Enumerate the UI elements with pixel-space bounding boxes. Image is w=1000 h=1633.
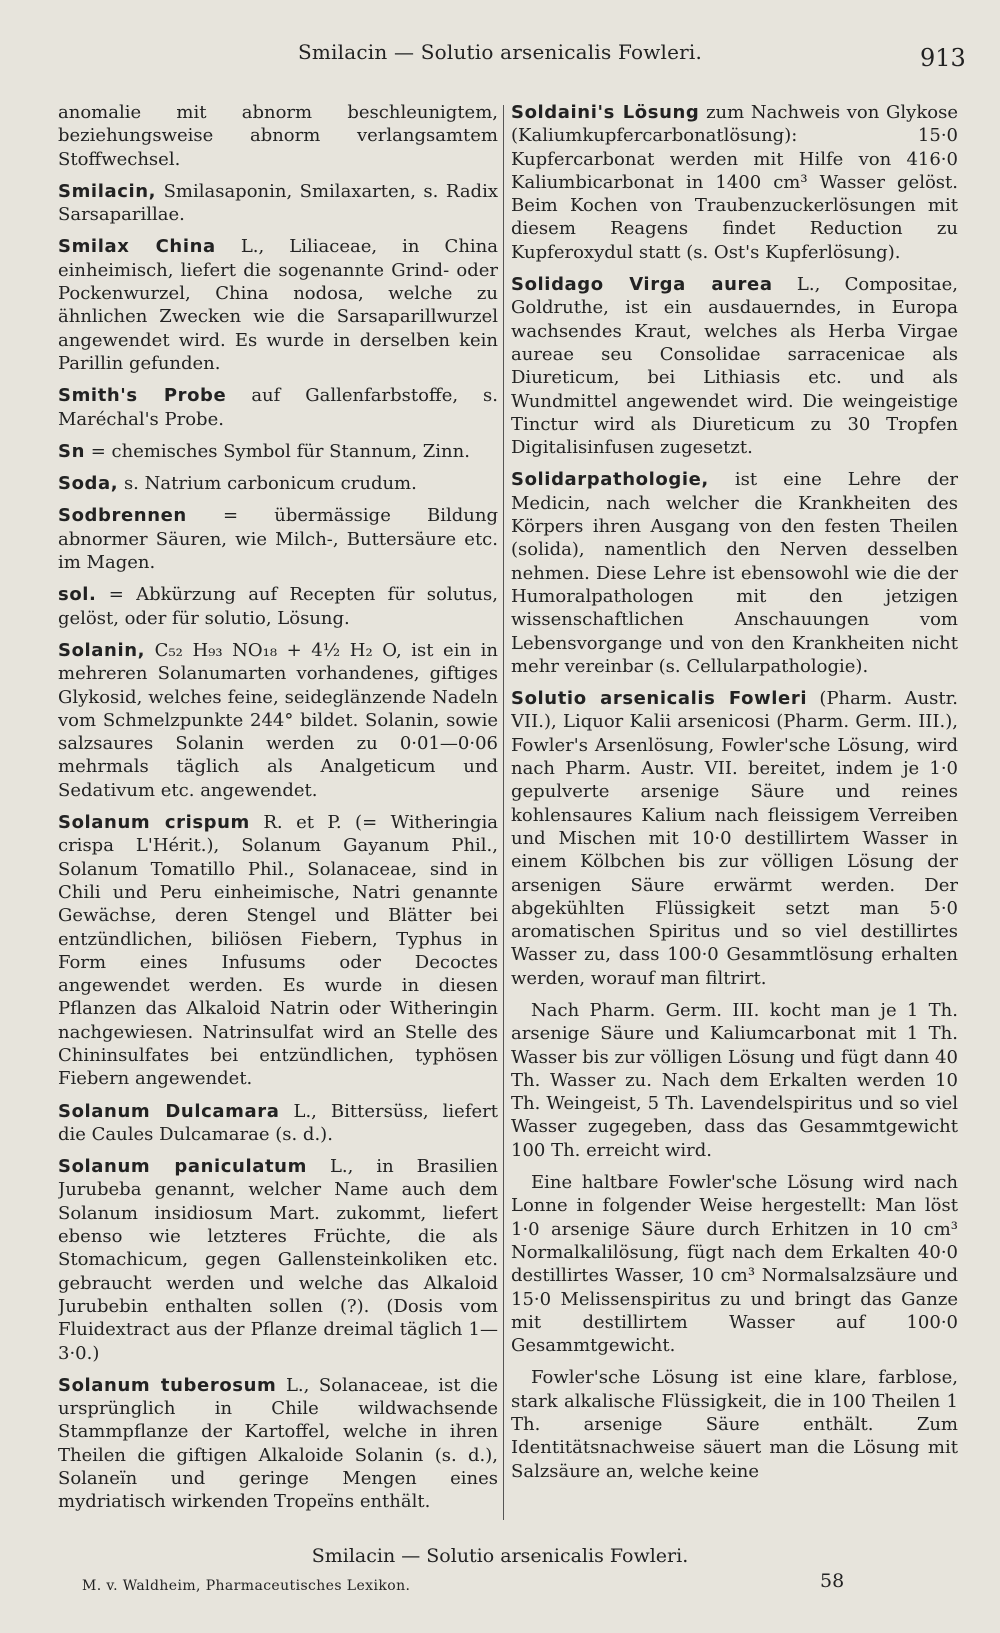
entry-text: Smilasaponin, Smilaxarten, s. Radix Sarsaparillae. <box>58 180 498 226</box>
running-head: Smilacin — Solutio arsenicalis Fowleri. <box>297 40 703 64</box>
column-rule <box>503 105 504 1520</box>
entry-text: = übermässige Bildung abnormer Säuren, wie Milch-, Buttersäure etc. im Magen. <box>58 505 498 574</box>
dictionary-entry <box>58 504 498 574</box>
entry-text: L., Solanaceae, ist die ursprünglich in Chile wildwachsende Stammpflanze der Kartoffel, welche in ihren Theilen die giftigen Alkaloide Solanin (s. d.), Solaneïn und geringe Mengen eines mydriatisch wirkenden Tropeïns enthält. <box>58 1374 498 1513</box>
dictionary-entry <box>58 235 498 375</box>
entry-headword: Soldaini's Lösung <box>511 102 700 123</box>
imprint: M. v. Waldheim, Pharmaceutisches Lexikon. <box>82 1578 411 1594</box>
entry-headword: Smith's Probe <box>58 385 227 407</box>
entry-headword: Smilacin, <box>58 180 157 202</box>
dictionary-entry <box>511 1171 958 1357</box>
entry-headword: Solidago Virga aurea <box>511 274 773 296</box>
entry-text: Nach Pharm. Germ. III. kocht man je 1 Th. arsenige Säure und Kaliumcarbonat mit 1 Th. Wasser bis zur völligen Lösung und fügt dann 40 Th. Wasser zu. Nach dem Erkalten werden 10 Th. Weingeist, 5 Th. Lavendelspiritus und so viel Wasser zugegeben, dass das Gesammtgewicht 100 Th. erreicht wird. <box>511 999 958 1161</box>
entry-text: ist eine Lehre der Medicin, nach welcher die Krankheiten des Körpers ihren Ausgang von den festen Theilen (solida), namentlich den Nerven desselben nehmen. Diese Lehre ist ebensowohl wie die der Humoralpathologen mit den jetzigen wissenschaftlichen Anschauungen vom Lebensvorgange und von den Krankheiten nicht mehr vereinbar (s. Cellularpathologie). <box>511 469 958 677</box>
entry-text: R. et P. (= Witheringia crispa L'Hérit.), Solanum Gayanum Phil., Solanum Tomatillo Phil., Solanaceae, sind in Chili und Peru einheimische, Natri genannte Gewächse, deren Stengel und Blätter bei entzündlichen, biliösen Fiebern, Typhus in Form eines Infusums oder Decoctes angewendet werden. Es wurde in diesen Pflanzen das Alkaloid Natrin oder Witheringin nachgewiesen. Natrinsulfat wird an Stelle des Chininsulfates bei entzündlichen, typhösen Fiebern angewendet. <box>58 812 498 1090</box>
entry-text: L., Compositae, Goldruthe, ist ein ausdauerndes, in Europa wachsendes Kraut, welches als Herba Virgae aureae seu Consolidae sarracenicae als Diureticum, bei Lithiasis etc. und als Wundmittel angewendet wird. Die weingeistige Tinctur wird als Diureticum zu 30 Tropfen Digitalisinfusen zugesetzt. <box>511 274 958 459</box>
dictionary-entry <box>58 583 498 630</box>
dictionary-entry <box>511 999 958 1162</box>
page-number: 913 <box>920 44 966 72</box>
entry-headword: Sodbrennen <box>58 505 187 527</box>
entry-headword: Solanum paniculatum <box>58 1156 307 1178</box>
entry-text: auf Gallenfarbstoffe, s. Maréchal's Probe. <box>58 385 498 430</box>
entry-headword: Solutio arsenicalis Fowleri <box>511 688 808 710</box>
dictionary-entry <box>511 273 958 459</box>
dictionary-entry <box>58 384 498 431</box>
dictionary-entry <box>511 101 958 264</box>
entry-text: = chemisches Symbol für Stannum, Zinn. <box>90 440 470 462</box>
left-column <box>58 101 498 1541</box>
signature-mark: 58 <box>820 1570 845 1592</box>
entry-text: C₅₂ H₉₃ NO₁₈ + 4½ H₂ O, ist ein in mehreren Solanumarten vorhandenes, giftiges Glykosid, welches feine, seideglänzende Nadeln vom Schmelzpunkte 244° bildet. Solanin, sowie salzsaures Solanin werden zu 0·01—0·06 mehrmals täglich als Analgeticum und Sedativum etc. angewendet. <box>58 639 498 801</box>
entry-text: Eine haltbare Fowler'sche Lösung wird nach Lonne in folgender Weise hergestellt: Man löst 1·0 arsenige Säure durch Erhitzen in 10 cm³ Normalkalilösung, fügt nach dem Erkalten 40·0 destillirtes Wasser, 10 cm³ Normalsalzsäure und 15·0 Melissenspiritus zu und bringt das Ganze mit destillirtem Wasser auf 100·0 Gesammtgewicht. <box>511 1172 958 1357</box>
dictionary-entry <box>58 180 498 227</box>
entry-text: L., in Brasilien Jurubeba genannt, welcher Name auch dem Solanum insidiosum Mart. zukommt, liefert ebenso wie letzteres Früchte, die als Stomachicum, gegen Gallensteinkoliken etc. gebraucht werden und welche das Alkaloid Jurubebin enthalten sollen (?). (Dosis vom Fluidextract aus der Pflanze dreimal täglich 1—3·0.) <box>58 1156 498 1364</box>
right-column <box>511 101 958 1541</box>
entry-text: (Pharm. Austr. VII.), Liquor Kalii arsenicosi (Pharm. Germ. III.), Fowler's Arsenlösung, Fowler'sche Lösung, wird nach Pharm. Austr. VII. bereitet, indem je 1·0 gepulverte arsenige Säure und reines kohlensaures Kalium nach fleissigem Verreiben und Mischen mit 10·0 destillirtem Wasser in einem Kölbchen bis zur völligen Lösung der arsenigen Säure erwärmt werden. Der abgekühlten Flüssigkeit setzt man 5·0 aromatischen Spiritus und so viel destillirtes Wasser zu, dass 100·0 Gesammtlösung erhalten werden, worauf man filtrirt. <box>511 688 958 989</box>
dictionary-entry <box>58 101 498 171</box>
entry-headword: sol. <box>58 584 97 606</box>
entry-headword: Sn <box>58 440 85 462</box>
entry-headword: Solanin, <box>58 639 146 661</box>
entry-headword: Solanum tuberosum <box>58 1374 277 1396</box>
dictionary-entry <box>58 811 498 1091</box>
entry-headword: Soda, <box>58 473 119 495</box>
dictionary-entry <box>511 468 958 678</box>
entry-headword: Solidarpathologie, <box>511 469 709 491</box>
dictionary-entry <box>58 1100 498 1147</box>
entry-text: anomalie mit abnorm beschleunigtem, beziehungsweise abnorm verlangsamtem Stoffwechsel. <box>58 102 498 170</box>
entry-text: = Abkürzung auf Recepten für solutus, gelöst, oder für solutio, Lösung. <box>58 584 498 629</box>
dictionary-entry <box>511 687 958 990</box>
dictionary-entry <box>58 639 498 802</box>
dictionary-entry <box>58 472 498 495</box>
dictionary-entry <box>58 440 498 463</box>
dictionary-entry <box>58 1374 498 1514</box>
entry-headword: Solanum Dulcamara <box>58 1100 280 1122</box>
entry-text: L., Bittersüss, liefert die Caules Dulcamarae (s. d.). <box>58 1100 498 1145</box>
entry-text: s. Natrium carbonicum crudum. <box>123 473 417 495</box>
entry-text: zum Nachweis von Glykose (Kaliumkupfercarbonatlösung): 15·0 Kupfercarbonat werden mit Hilfe von 416·0 Kaliumbicarbonat in 1400 cm³ Wasser gelöst. Beim Kochen von Traubenzuckerlösungen mit diesem Reagens findet Reduction zu Kupferoxydul statt (s. Ost's Kupferlösung). <box>511 102 958 263</box>
entry-text: L., Liliaceae, in China einheimisch, liefert die sogenannte Grind- oder Pockenwurzel, China nodosa, welche zu ähnlichen Zwecken wie die Sarsaparillwurzel angewendet wird. Es wurde in derselben kein Parillin gefunden. <box>58 236 498 374</box>
footer-title: Smilacin — Solutio arsenicalis Fowleri. <box>311 1545 689 1567</box>
entry-headword: Smilax China <box>58 236 216 258</box>
dictionary-entry <box>58 1155 498 1365</box>
entry-text: Fowler'sche Lösung ist eine klare, farblose, stark alkalische Flüssigkeit, die in 100 Theilen 1 Th. arsenige Säure enthält. Zum Identitätsnachweise säuert man die Lösung mit Salzsäure an, welche keine <box>511 1367 958 1482</box>
entry-headword: Solanum crispum <box>58 812 250 834</box>
dictionary-entry <box>511 1366 958 1482</box>
